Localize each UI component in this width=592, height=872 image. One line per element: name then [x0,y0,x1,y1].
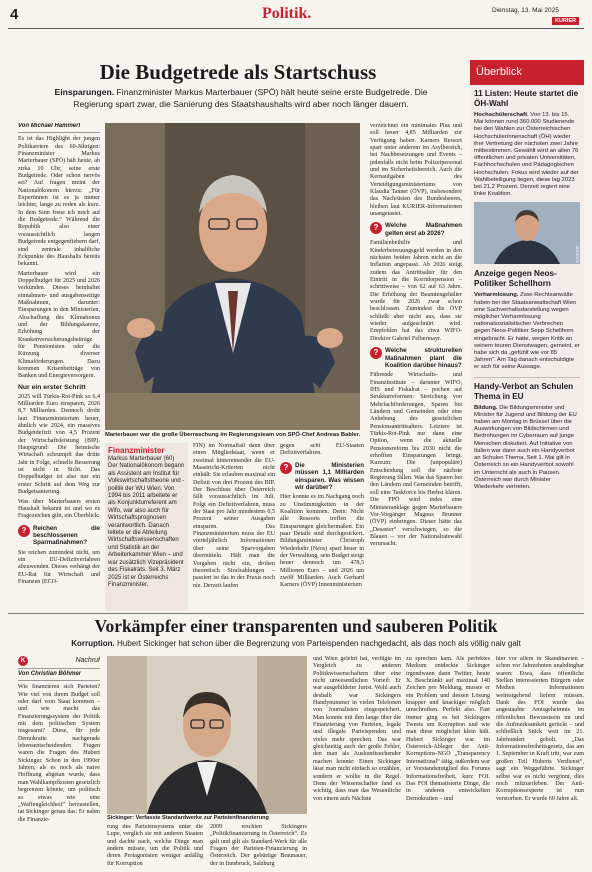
second-paragraph: und Wien gelehrt hat, verfügte im Vergleich zu anderen Politikwissenschaftern über eine nicht unwesentlichen Vorteil: Er war ausgebildeter Jurist. Wohl auch deshalb war Sickingers Handynummer in vielen Telefonen von Journalisten eingespeichert. Man konnte mit ihm lange über die Finanzierung von Parteien, legale und illegale Parteispenden und vieles mehr sprechen. Das war gleichzeitig auch der große Fehler, den man als Auskunftsuchender machen konnte: Einen Sickinger lässt man nicht einfach so erzählen, sondern er wollte in die Regel. Denn der Wissenschafter fand es wichtig, dass man das Wesentliche von einem aufs Nächste [313,656,401,802]
question-1 [18,525,100,547]
issue-date: Dienstag, 13. Mai 2025 [492,7,559,14]
main-column-3 [193,443,275,611]
question-2-text: Die Ministerien müssen 1,1 Milliarden einsparen. Was wissen wir darüber? [295,461,364,491]
sidebar-item-3-body: Die Bildungsminister und Minister für Jugend und Bildung der EU haben am Montag in Brüssel über die Auswirkungen von Bildschirmen und Bedrohungen im Cyberraum auf junge Menschen diskutiert. Auf Initiative von Italien war dann auch ein Handyverbot an Schulen Thema. Seit 1. Mai gilt in Österreich so ein Handyverbot sowohl im Unterricht als auch in Pausen. Österreich war durch Minister Wiederkehr vertreten. [474,404,577,490]
main-subhead: Nur ein erster Schritt [18,383,86,391]
second-column-2 [107,824,203,868]
second-column-5 [406,656,490,868]
minister-portrait-illustration [105,123,360,430]
second-paragraph: Wie finanzieren sich Parteien? Wie viel von ihrem Budget soll oder darf vom Staat kommen – und wie macht das Finanzierungssystem der Politik mit dem politischen System insgesamt? Diese, für jede Demokratie nachgerade lebensentscheidenden Fragen waren die Fragen des Hubert Sickinger. Schon in den 1990er Jahren, als es noch als naive Hoffnung abgetan wurde, dass man Wahlkampfkosten gesetzlich begrenzen könnte, um politisch so etwas wie eine „Waffengleichheit“ herzustellen, tat Sickinger genau das: Er nahm die Finanzie- [18,684,100,823]
second-lead-kicker: Korruption. [71,639,115,648]
main-headline: Die Budgetrede als Startschuss [99,60,377,84]
sidebar-photo-credit: APA/EXPA [575,245,579,263]
main-byline: Von Michael Hammerl [18,123,100,133]
second-column-6 [496,656,584,868]
main-paragraph: Marterbauer wird ein Doppelbudget für 2025 und 2026 verkünden. Dieses beinhaltet einnahmen- und ausgabenseitige Maßnahmen, darunter: Einsparungen in den Ministerien, Abschaffung des Klimabonus und der Bildungskarenz, Erhöhung der Krankenversicherungsbeiträge für Pensionisten oder die Kürzung diverser Klimaförderungen. Dazu kommen Krisenbeiträge von Banken und Energieversorgern. [18,270,100,380]
sidebar-item-1-text [474,112,580,198]
main-column-5 [370,123,462,611]
question-4 [370,347,462,369]
second-paragraph: hier vor allem in Skandinavien – schon vor Jahrzehnten unabdingbar waren: Etwa, dass öffentliche Stellen interessierten Bürgern oder Medien Informationen weitestgehend liefern müssen. Dank des FOI wurde das angestaubte Amtsgeheimnis im öffentlichen Bewusstsein im und die Aufmerksamkeit gerückt – und schließlich Stück weit im 21. Jahrhundert geholt. „Das Informationsfreiheitsgesetz, das am 1. September in Kraft tritt, war zum großen Teil Huberts Verdienst“, sagt ein Weggefährte. Sickinger selbst war es nicht vergönnt, dies noch mitzuerleben. Der Anti-Korruptionsexperte ist nun verstorben. Er wurde 60 Jahre alt. [496,656,584,802]
main-column-1 [18,123,100,606]
header-rule [8,28,584,29]
page-number: 4 [10,6,19,23]
main-lead [46,86,436,110]
sidebar-item-2-head: Anzeige gegen Neos-Politiker Schellhorn [474,269,557,289]
second-column-1 [18,656,100,868]
second-column-4 [313,656,401,868]
second-paragraph: rung des Parteiensystems unter die Lupe, verglich sie mit anderen Staaten und dachte nach, welche Dinge man ändern müsste, um die Politik und deren Protagonisten weniger anfällig für Korruption [107,824,203,867]
section-title: Politik. [262,5,312,22]
sidebar-item-3-head: Handy-Verbot an Schulen Thema in EU [474,381,574,401]
second-column-3 [210,824,307,868]
main-paragraph: Es ist das Highlight der jungen Politkarriere des 60-Jährigen: Finanzminister Markus Marterbauer (SPÖ) hält heute, ab zirka 10 Uhr, seine erste Budgetrede. Oder schon nervös sei? Auf fragen meint der Nationalökonom hierzu: „Für Expertinnen ist es ja immer leichter, lange zu reden als kurz. In dem Sinn freue ich mich auf die Budgetrede.“ Während die Republik also einer voraussichtlich langen Budgetrede entgegenfiebern darf, sind zentrale inhaltliche Eckpunkte des Haushalts bereits bekannt. [18,136,100,268]
politician-portrait-illustration [474,202,580,264]
sidebar-item-2-kicker: Verharmlosung. [474,292,519,299]
sidebar-item-2-body: Zwei Rechtsanwälte haben bei der Staatsanwaltschaft Wien eine Sachverhaltsdarstellung wegen möglicher Verharmlosung nationalsozialistischer Verbrechen gegen Neos-Politiker Sepp Schellhorn eingebracht. Er hatte, wegen Kritik an seinem teuren Dienstwagen, gemeint, er habe sich da „gefühlt wie vor 85 Jahren“. Am Tag danach entschuldigte er sich für seine Aussage. [474,292,580,371]
main-paragraph: gegen acht EU-Staaten Defizitverfahren. [280,443,364,457]
main-paragraph: Familienbeihilfe und Kinderbetreuungsgeld werden in den nächsten beiden Jahren nicht an die Inflation angepasst. Ab 2026 steigt zudem das Antrittsalter für den Eintritt in die Korridorpension – schrittweise – von 62 auf 63 Jahre. Die Erhöhung der Beamtengehälter wurde für 2026 zwar schon beschlossen. Zumindest die ÖVP schließt aber nicht aus, dass sie wieder aufgeschnürt wird. Empfohlen hat das etwa WIFO-Direktor Gabriel Felbermayr. [370,240,462,342]
main-lead-text: Finanzminister Markus Marterbauer (SPÖ) hält heute seine erste Budgetrede. Die Regierung spart zwar, die Sanierung des Staatshaushalts wird aber noch länger dauern. [73,87,428,109]
question-1-text: Reichen die beschlossenen Sparmaßnahmen? [33,524,100,547]
question-4-text: Welche strukturellen Maßnahmen plant die Koalition darüber hinaus? [385,347,462,369]
question-3 [370,222,462,237]
sidebar-item-1-kicker: Hochschülerschaft. [474,112,529,118]
main-lead-kicker: Einsparungen. [54,87,115,97]
question-2 [280,462,364,492]
sidebar-photo [474,202,580,264]
sidebar-item-1-body: Von 13. bis 15. Mai können rund 360.000 Studierende bei den Wahlen zur Österreichischen HochschülerInnenschaft (ÖH) wieder ihre Vertretung der nächsten zwei Jahre mitbestimmen. Gewählt wird an allen 76 öffentlichen und privaten Universitäten, Fachhochschulen und Pädagogischen Hochschulen. Fokus wird wieder auf der Wahlbeteiligung liegen, diese lag 2023 bei 21,2 Prozent. Derzeit regiert eine linke Koalition. [474,112,579,198]
sidebar-item-1-head: 11 Listen: Heute startet die ÖH-Wahl [474,89,579,108]
sickinger-portrait-illustration [107,656,307,814]
main-paragraph: Hier konnte es im Nachgang noch zu Unstimmigkeiten in der Koalition kommen. Denn: Nicht alle Ressorts treffen die Einsparungen gleichermaßen. Ein paar Details sind durchgesickert. Bildungsminister Christoph Wiederkehr (Neos) spart heuer in der Verwaltung, sein Budget steigt heuer dennoch um 478,5 Millionen Euro – und 2026 um zwölf Milliarden. Auch Gerhard Karners (ÖVP) Innenministerium [280,494,364,589]
second-lead [8,639,584,648]
second-photo-caption: Sickinger: Verfasste Standardwerke zur Parteienfinanzierung [107,815,269,821]
main-paragraph: Führende Wirtschafts- und Finanzinstitute – darunter WIFO, IHS und Fiskalrat – pochen auf Strukturreformen: Streichung von Mehrfachförderungen, Sparen bei Ländern und Gemeinden oder eine Anhebung des gesetzlichen Pensionsantrittsalters. Letztere ist Türkis-Rot-Pink nur dann eine Option, wenn die aktuelle Pensionsreform bis 2030 nicht die erhofften Einsparungen bringt. Kurzum: Die (unpopuläre) Entscheidung soll die nächste Regierung fällen. Was das Sparen bei den Ländern und Gemeinden betrifft, soll eine Taskforce bis Herbst klären. Die FPÖ wird indes eine Ministeranklage gegen Marterbauers Vor-Vorgänger Magnus Brunner (ÖVP) einbringen. Dieser hätte das „Desaster“ verschwiegen, so die Blauen – vor der Nationalratswahl verursacht. [370,372,462,548]
second-headline: Vorkämpfer einer transparenten und sauberen Politik [94,616,498,636]
main-paragraph: Was über Marterbauers ersten Haushalt bekannt ist und wo es Fragezeichen gibt, ein Überblick: [18,498,100,520]
obituary-badge [18,656,100,669]
main-photo-caption: Marterbauer war die große Überraschung im Regierungsteam von SPÖ-Chef Andreas Babler. [105,432,361,438]
article-divider [8,613,584,614]
main-paragraph: verzeichnet ein minimales Plus und soll heuer 4,85 Milliarden zur Verfügung haben. Karners Ressort spart unter anderem im Asylbereich, bei Nachbesetzungen und Events – jedenfalls nicht beim Polizeipersonal und im Sicherheitsbereich. Auch die Kernaufgaben des Verteidigungsministeriums von Klaudia Tanner (ÖVP), insbesondere das Nachrüsten des Bundesheeres, bleiben laut KURIER-Informationen unangetastet. [370,123,462,218]
question-icon: ? [370,222,382,234]
second-byline: Von Christian Böhmer [18,671,100,681]
main-paragraph: Sie reichen zumindest nicht, um ein EU-Defizitverfahren abzuwenden. Dieses verhängt der EU-Rat für Wirtschaft und Finanzen (ECO- [18,549,100,586]
second-lead-text: Hubert Sickinger hat schon über die Begrenzung von Parteispenden nachgedacht, als das noch als völlig naiv galt [114,639,521,648]
sidebar-item-3-text [474,405,580,491]
question-icon: ? [18,525,30,537]
sidebar [470,60,584,611]
question-3-text: Welche Maßnahmen gelten erst ab 2026? [385,222,462,237]
question-icon: ? [280,462,292,474]
main-photo [105,123,360,430]
info-box-title: Finanzminister [108,446,165,455]
main-paragraph: 2025 will Türkis-Rot-Pink so 6,4 Milliarden Euro einsparen, 2026 8,7 Milliarden. Dennoch droht laut Finanzministerium heuer, ähnlich wie 2024, ein massives Budgetdefizit von 4,5 Prozent der Wirtschaftsleistung (BIP). Hauptgrund: Die heimische Wirtschaft schrumpft das dritte Jahr in Folge, schnelle Besserung ist nicht in Sicht. Das Doppelbudget ist also nur ein erster Schritt auf dem Weg zur Budgetsanierung. [18,393,100,496]
main-column-4 [280,443,364,611]
obituary-label: Nachruf [75,657,100,665]
second-paragraph: 2009 erschien Sickingers „Politikfinanzierung in Österreich“. Es galt und gilt als Standard-Werk für alle Fragen der Parteien-Finanzierung in Österreich. Der gebürtige Braunauer, der in Innsbruck, Salzburg [210,824,307,867]
info-box [105,443,188,611]
second-paragraph: zu sprechen kam. Als perfektes Medium entdeckte Sickinger irgendwann dann Twitter, heute X. Beschränkt auf maximal 140 Zeichen pro Meldung, musste er ein Problem und dessen Lösung knapper und knackiger möglich umschreiben. Perfekt also. Fast immer ging es bei Sickingers Tweets um Korruption und wie man diese möglichst klein hält. Hubert Sickinger war im Österreich-Ableger der Anti-Korruptions-NGO „Transparency International“ tätig, außerdem war er Vorstandsmitglied des Forums Informationsfreiheit, kurz FOI. Das FOI thematisierte Dinge, die in anderen entwickelten Demokratien – und [406,656,490,802]
kurier-k-icon: K [18,656,28,666]
brand-logo: KURIER [552,17,579,25]
sidebar-title: Überblick [470,60,584,85]
question-icon: ? [370,347,382,359]
main-paragraph: FIN) im Normalfall dann über einen Mitgliedstaat, wenn er zweimal hintereinander die EU-Maastricht-Kriterien nicht einhält: Sie erlauben maximal ein Defizit von drei Prozent des BIP. Der Beschluss über Österreich fällt voraussichtlich im Juli. Folgt ein Defizitverfahren, muss der Staat pro Jahr mindestens 0,5 Prozent seiner Ausgaben einsparen. Das Finanzministerium muss der EU vierteljährlich Informationen über seine Sparvorgaben übermitteln. Hält man die Vorgaben nicht ein, drohen theoretisch Strafzahlungen – passiert ist das in der Praxis noch nie. Derzeit laufen [193,443,275,589]
sidebar-item-2-text [474,292,580,371]
second-photo [107,656,307,814]
sidebar-item-3-kicker: Bildung. [474,404,498,411]
info-box-text: Markus Marterbauer (60) Der Nationalökonom begann als Assistent am Institut für Volkswirtschaftstheorie und -politik der WU Wien. Von 1994 bis 2011 arbeitete er als Konjunkturreferent am Wifo, war also auch für Wirtschaftsprognosen verantwortlich. Danach leitete er die Abteilung Wirtschaftswissenschaften und Statistik an der Arbeiterkammer Wien – und war zusätzlich Vizepräsident des Fiskalrats. Seit 3. März 2025 ist er Österreichs Finanzminister. [108,456,185,588]
